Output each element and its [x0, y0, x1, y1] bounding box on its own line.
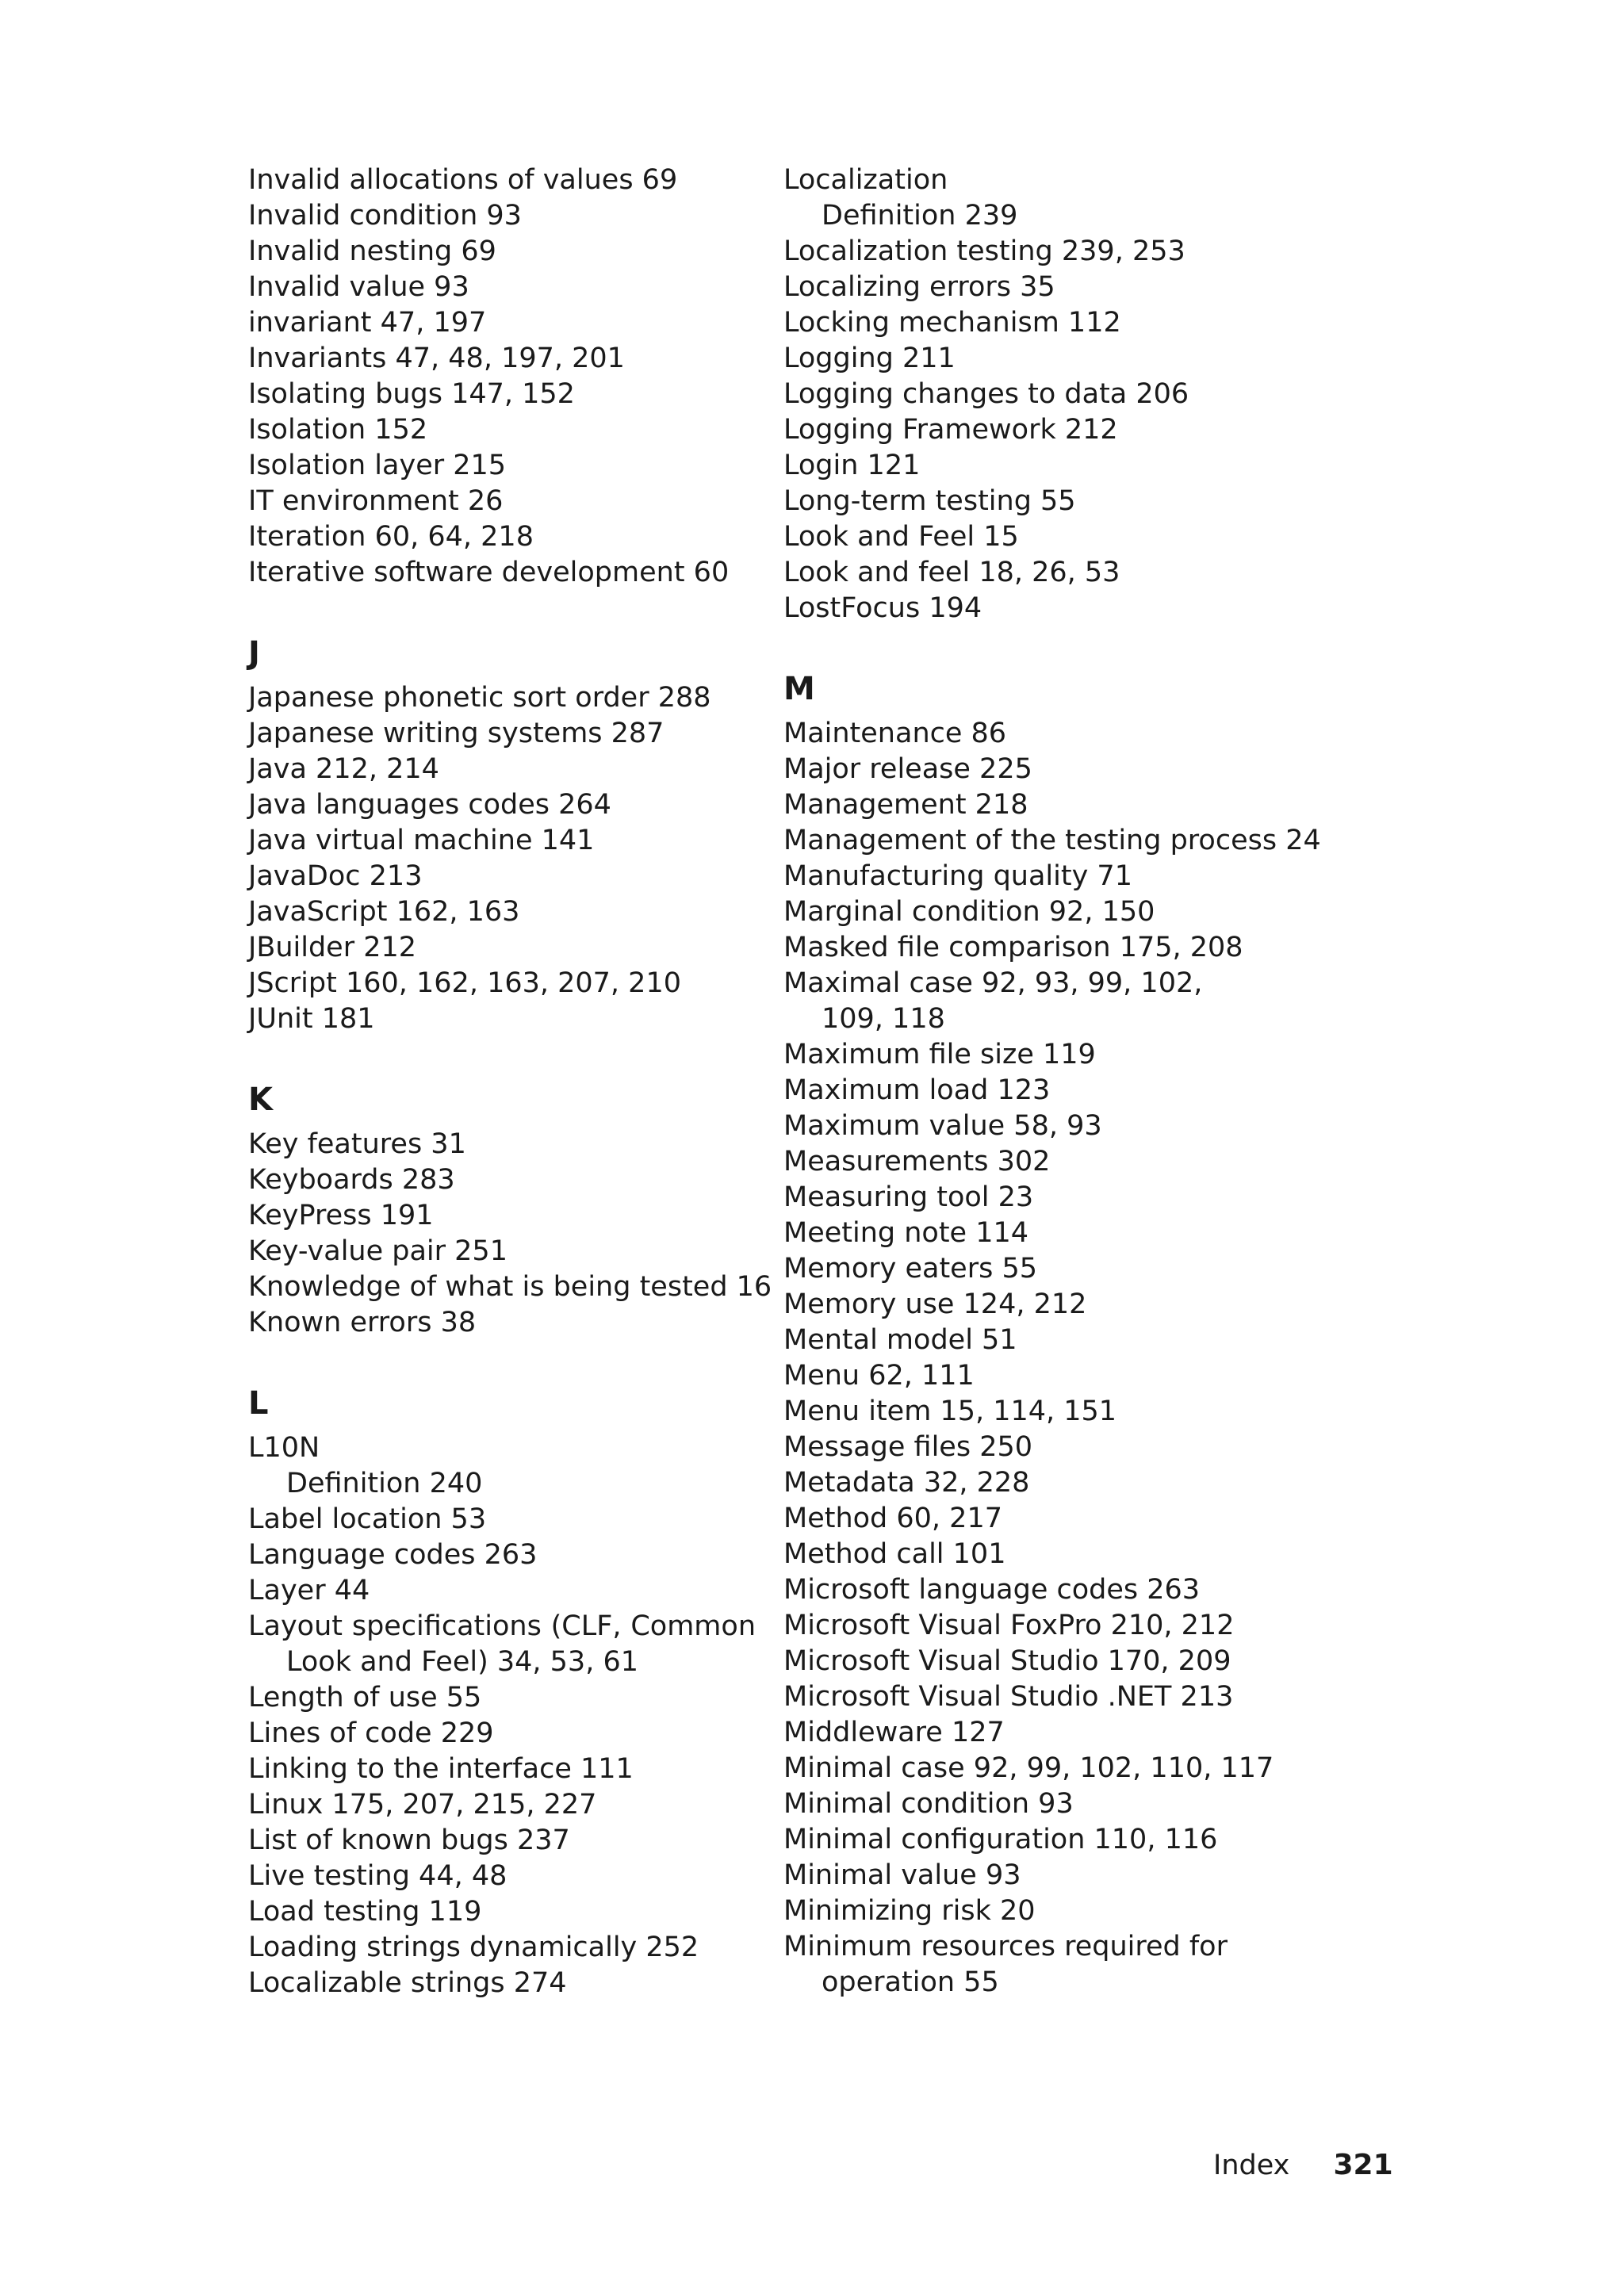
index-letter-heading: J [248, 635, 260, 672]
index-entry: Key-value pair 251 [248, 1235, 508, 1267]
index-entry: Memory use 124, 212 [783, 1288, 1087, 1320]
index-entry: Layer 44 [248, 1575, 370, 1606]
index-entry: Invariants 47, 48, 197, 201 [248, 343, 625, 374]
index-entry: Localization testing 239, 253 [783, 235, 1185, 267]
index-entry: Masked file comparison 175, 208 [783, 932, 1243, 963]
index-entry: Minimal case 92, 99, 102, 110, 117 [783, 1752, 1274, 1784]
index-entry: Minimal configuration 110, 116 [783, 1824, 1218, 1855]
index-entry: Invalid value 93 [248, 271, 469, 303]
index-entry: Memory eaters 55 [783, 1253, 1037, 1285]
index-subentry: operation 55 [822, 1966, 999, 1998]
index-entry: Java languages codes 264 [248, 789, 611, 821]
index-entry: JScript 160, 162, 163, 207, 210 [248, 967, 681, 999]
index-entry: Minimizing risk 20 [783, 1895, 1036, 1927]
index-entry: Measurements 302 [783, 1146, 1051, 1177]
index-entry: Logging Framework 212 [783, 414, 1118, 446]
index-entry: List of known bugs 237 [248, 1824, 570, 1856]
index-entry: Minimal value 93 [783, 1859, 1021, 1891]
index-entry: Java 212, 214 [248, 753, 439, 785]
index-entry: KeyPress 191 [248, 1200, 434, 1231]
index-entry: JBuilder 212 [248, 932, 417, 963]
index-entry: Maximal case 92, 93, 99, 102, [783, 967, 1203, 999]
index-entry: Method 60, 217 [783, 1503, 1002, 1534]
index-entry: Long-term testing 55 [783, 485, 1076, 517]
index-entry: IT environment 26 [248, 485, 504, 517]
index-entry: Linking to the interface 111 [248, 1753, 634, 1785]
index-entry: Knowledge of what is being tested 16 [248, 1271, 772, 1303]
index-entry: Measuring tool 23 [783, 1181, 1034, 1213]
index-entry: Look and Feel 15 [783, 521, 1019, 553]
index-entry: Maximum load 123 [783, 1074, 1051, 1106]
index-entry: JavaScript 162, 163 [248, 896, 520, 928]
index-subentry: Definition 240 [286, 1468, 483, 1499]
index-entry: Menu item 15, 114, 151 [783, 1396, 1117, 1427]
index-entry: Maximum file size 119 [783, 1039, 1096, 1070]
index-entry: Logging 211 [783, 343, 956, 374]
index-column-left [248, 163, 772, 2001]
index-subentry: Definition 239 [822, 200, 1018, 232]
index-entry: Invalid condition 93 [248, 200, 522, 232]
index-entry: Isolating bugs 147, 152 [248, 378, 575, 410]
index-entry: Invalid nesting 69 [248, 235, 496, 267]
index-letter-heading: M [783, 671, 815, 707]
index-entry: Localization [783, 164, 948, 196]
index-letter-heading: L [248, 1385, 269, 1422]
index-entry: Loading strings dynamically 252 [248, 1932, 699, 1963]
index-entry: Japanese phonetic sort order 288 [248, 682, 711, 714]
index-entry: Java virtual machine 141 [248, 825, 595, 856]
index-entry: Maximum value 58, 93 [783, 1110, 1102, 1142]
index-entry: Iteration 60, 64, 218 [248, 521, 534, 553]
index-entry: Invalid allocations of values 69 [248, 164, 678, 196]
page-number: 321 [1333, 2149, 1393, 2181]
index-entry: Layout specifications (CLF, Common Look and Feel) 34, 53, 61 [248, 1610, 756, 1678]
index-entry: Menu 62, 111 [783, 1360, 975, 1392]
index-entry: Localizable strings 274 [248, 1967, 567, 1999]
index-subentry: 109, 118 [822, 1003, 945, 1035]
index-entry: JavaDoc 213 [248, 860, 423, 892]
index-entry: Method call 101 [783, 1538, 1006, 1570]
index-entry: Lines of code 229 [248, 1717, 494, 1749]
index-entry: Microsoft Visual Studio .NET 213 [783, 1681, 1234, 1713]
index-entry: Microsoft Visual Studio 170, 209 [783, 1645, 1231, 1677]
index-entry: Logging changes to data 206 [783, 378, 1189, 410]
index-entry: Localizing errors 35 [783, 271, 1055, 303]
index-entry: Maintenance 86 [783, 718, 1007, 749]
index-entry: Meeting note 114 [783, 1217, 1029, 1249]
index-entry: Length of use 55 [248, 1682, 482, 1713]
index-entry: Load testing 119 [248, 1896, 482, 1928]
index-entry: Marginal condition 92, 150 [783, 896, 1155, 928]
index-entry: Live testing 44, 48 [248, 1860, 508, 1892]
running-footer-label: Index [1213, 2150, 1290, 2181]
index-column-right [783, 163, 1323, 2001]
index-entry: Minimal condition 93 [783, 1788, 1074, 1820]
index-entry: Microsoft Visual FoxPro 210, 212 [783, 1610, 1235, 1641]
page-footer [1213, 2147, 1393, 2184]
index-entry: Known errors 38 [248, 1307, 477, 1338]
index-entry: Keyboards 283 [248, 1164, 455, 1196]
index-entry: Linux 175, 207, 215, 227 [248, 1789, 597, 1821]
index-entry: JUnit 181 [248, 1003, 375, 1035]
index-entry: Japanese writing systems 287 [248, 718, 665, 749]
index-entry: Management 218 [783, 789, 1028, 821]
index-entry: Iterative software development 60 [248, 557, 730, 588]
index-entry: Message files 250 [783, 1431, 1032, 1463]
index-entry: LostFocus 194 [783, 592, 982, 624]
index-entry: Locking mechanism 112 [783, 307, 1121, 339]
index-entry: invariant 47, 197 [248, 307, 487, 339]
index-entry: Look and feel 18, 26, 53 [783, 557, 1120, 588]
index-entry: Login 121 [783, 450, 921, 481]
index-entry: Management of the testing process 24 [783, 825, 1321, 856]
index-entry: Major release 225 [783, 753, 1032, 785]
index-entry: L10N [248, 1432, 320, 1464]
index-entry: Minimum resources required for [783, 1931, 1228, 1962]
index-letter-heading: K [248, 1082, 273, 1118]
index-entry: Label location 53 [248, 1503, 487, 1535]
index-entry: Isolation 152 [248, 414, 428, 446]
index-entry: Manufacturing quality 71 [783, 860, 1132, 892]
index-entry: Microsoft language codes 263 [783, 1574, 1201, 1606]
index-entry: Metadata 32, 228 [783, 1467, 1030, 1499]
index-entry: Middleware 127 [783, 1717, 1005, 1748]
index-entry: Mental model 51 [783, 1324, 1017, 1356]
index-entry: Key features 31 [248, 1128, 466, 1160]
index-entry: Isolation layer 215 [248, 450, 507, 481]
index-entry: Language codes 263 [248, 1539, 538, 1571]
